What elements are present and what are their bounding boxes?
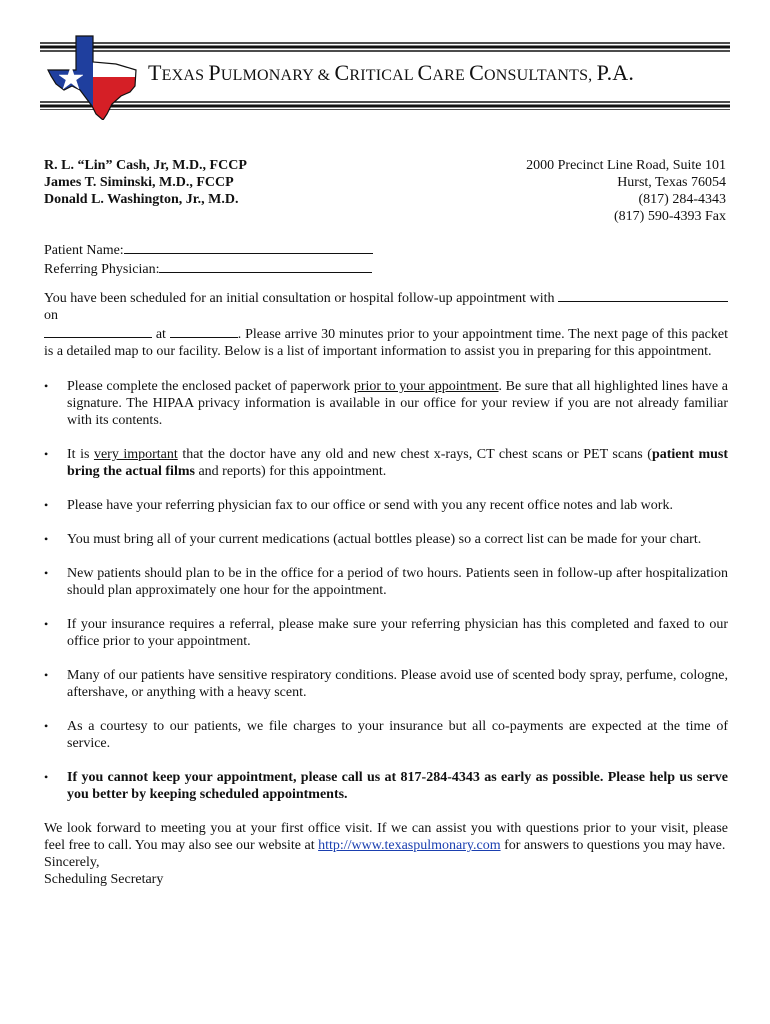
instruction-list	[44, 378, 728, 803]
list-item: • You must bring all of your current medications (actual bottles please) so a correct list can be made for your chart.	[44, 532, 702, 547]
bullet: •	[44, 532, 49, 546]
letterhead	[0, 30, 770, 125]
patient-name-field[interactable]	[44, 240, 373, 259]
list-item: • As a courtesy to our patients, we file charges to your insurance but all co-payments are expected at the time of service.	[44, 719, 728, 751]
list-item: • Please have your referring physician fax to our office or send with you any recent office notes and lab work.	[44, 498, 673, 513]
doctor-list	[44, 157, 247, 208]
letter-body	[44, 288, 728, 888]
list-item: • Please complete the enclosed packet of paperwork prior to your appointment. Be sure that all highlighted lines have a signature. The HIPAA privacy information is available in our office for your review if you are not already familiar with its contents.	[44, 379, 728, 428]
date-blank[interactable]	[44, 324, 152, 338]
firm-name: TEXAS PULMONARY & CRITICAL CARE CONSULTANTS, P.A.	[148, 60, 635, 85]
bullet: •	[44, 447, 49, 461]
bullet: •	[44, 617, 49, 631]
referring-physician-field[interactable]	[44, 259, 373, 278]
patient-fields	[44, 240, 373, 278]
bullet: •	[44, 379, 49, 393]
doctor-name: Donald L. Washington, Jr., M.D.	[44, 192, 239, 207]
address-fax: (817) 590-4393 Fax	[614, 209, 726, 224]
bullet: •	[44, 566, 49, 580]
list-item: • It is very important that the doctor have any old and new chest x-rays, CT chest scans or PET scans (patient must bring the actual films and reports) for this appointment.	[44, 447, 729, 479]
website-link[interactable]: http://www.texaspulmonary.com	[318, 838, 501, 853]
referring-physician-blank[interactable]	[159, 259, 372, 273]
list-item: • New patients should plan to be in the office for a period of two hours. Patients seen in follow-up after hospitalization should plan approximately one hour for the appointment.	[44, 566, 728, 598]
bullet: •	[44, 498, 49, 512]
bullet: •	[44, 668, 49, 682]
sign-off: Sincerely,	[44, 855, 100, 870]
bullet: •	[44, 770, 49, 784]
bullet: •	[44, 719, 49, 733]
intro-paragraph: You have been scheduled for an initial consultation or hospital follow-up appointment with on at . Please arrive 30 minutes prior to your appointment time. The next page of this packet is a detailed map to our facility. Below is a list of important information to assist you in preparing for this appointment.	[44, 288, 728, 360]
address-street: 2000 Precinct Line Road, Suite 101	[526, 158, 726, 173]
doctor-name: R. L. “Lin” Cash, Jr, M.D., FCCP	[44, 158, 247, 173]
physician-blank[interactable]	[558, 288, 728, 302]
address-city: Hurst, Texas 76054	[617, 175, 726, 190]
office-address	[526, 157, 726, 225]
signature-title: Scheduling Secretary	[44, 872, 164, 887]
patient-name-blank[interactable]	[124, 240, 373, 254]
list-item: • Many of our patients have sensitive respiratory conditions. Please avoid use of scented body spray, perfume, cologne, aftershave, or anything with a heavy scent.	[44, 668, 728, 700]
time-blank[interactable]	[170, 324, 238, 338]
list-item: • If your insurance requires a referral, please make sure your referring physician has this completed and faxed to our office prior to your appointment.	[44, 617, 728, 649]
patient-name-label: Patient Name:	[44, 243, 124, 258]
list-item: • If you cannot keep your appointment, please call us at 817-284-4343 as early as possible. Please help us serve you better by keeping scheduled appointments.	[44, 770, 728, 802]
texas-flag-map-icon	[46, 34, 146, 120]
doctor-name: James T. Siminski, M.D., FCCP	[44, 175, 234, 190]
address-phone: (817) 284-4343	[638, 192, 726, 207]
closing-paragraph: We look forward to meeting you at your first office visit. If we can assist you with questions prior to your visit, please feel free to call. You may also see our website at http://www.texaspulmonary.com for answers to questions you may have.	[44, 821, 728, 853]
referring-physician-label: Referring Physician:	[44, 262, 160, 277]
